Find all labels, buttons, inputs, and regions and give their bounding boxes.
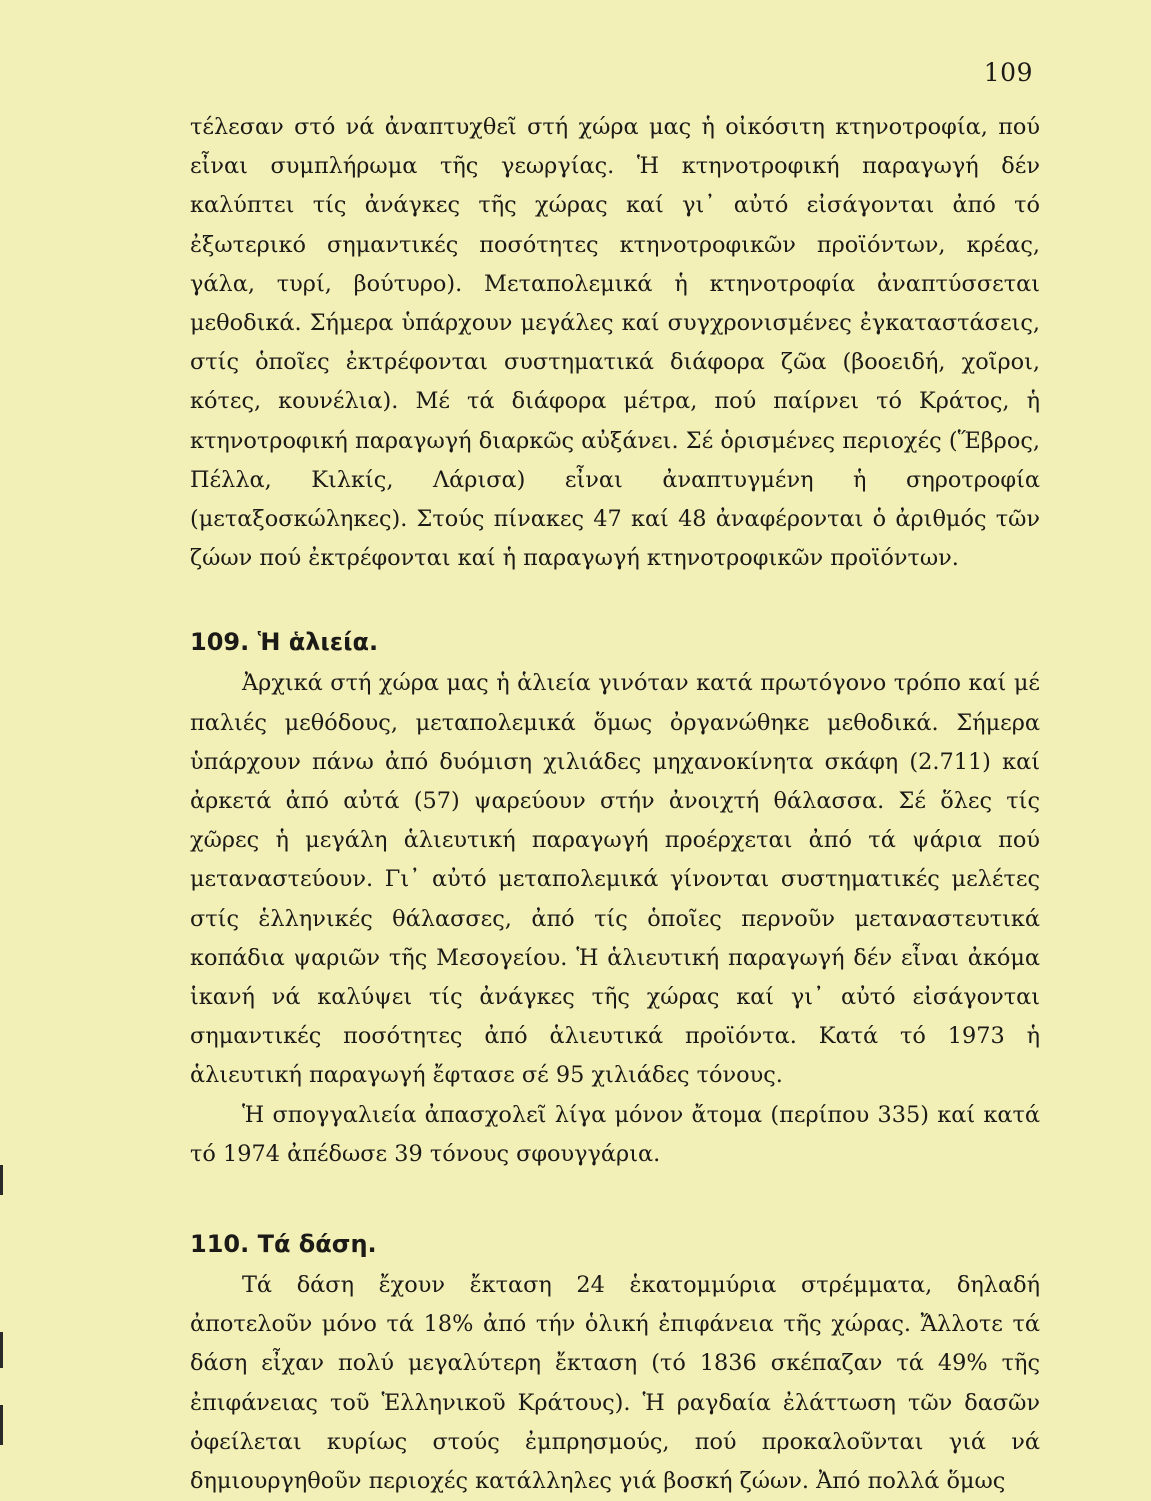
section-heading-110: 110. Τά δάση. — [190, 1230, 377, 1259]
intro-paragraph: τέλεσαν στό νά ἀναπτυχθεῖ στή χώρα μας ἡ οἰκόσιτη κτηνοτροφία, πού εἶναι συμπλήρωμα τῆς γεωργίας. Ἡ κτηνοτροφική παραγωγή δέν καλύπτει τίς ἀνάγκες τῆς χώρας καί γι᾿ αὐτό εἰσάγονται ἀπό τό ἐξωτερικό σημαντικές ποσότητες κτηνοτροφικῶν προϊόντων, κρέας, γάλα, τυρί, βούτυρο). Μεταπολεμικά ἡ κτηνοτροφία ἀναπτύσσεται μεθοδικά. Σήμερα ὑπάρχουν μεγάλες καί συγχρονισμένες ἐγκαταστάσεις, στίς ὁποῖες ἐκτρέφονται συστηματικά διάφορα ζῶα (βοοειδή, χοῖροι, κότες, κουνέλια). Μέ τά διάφορα μέτρα, πού παίρνει τό Κράτος, ἡ κτηνοτροφική παραγωγή διαρκῶς αὐξάνει. Σέ ὁρισμένες περιοχές (Ἕβρος, Πέλλα, Κιλκίς, Λάρισα) εἶναι ἀναπτυγμένη ἡ σηροτροφία (μεταξοσκώληκες). Στούς πίνακες 47 καί 48 ἀναφέρονται ὁ ἀριθμός τῶν ζώων πού ἐκτρέφονται καί ἡ παραγωγή κτηνοτροφικῶν προϊόντων. — [190, 114, 1040, 572]
section-110-paragraph-1: Τά δάση ἔχουν ἔκταση 24 ἑκατομμύρια στρέμματα, δηλαδή ἀποτελοῦν μόνο τά 18% ἀπό τήν ὁλική ἐπιφάνεια τῆς χώρας. Ἄλλοτε τά δάση εἶχαν πολύ μεγαλύτερη ἔκταση (τό 1836 σκέπαζαν τά 49% τῆς ἐπιφάνειας τοῦ Ἑλληνικοῦ Κράτους). Ἡ ραγδαία ἐλάττωση τῶν δασῶν ὀφείλεται κυρίως στούς ἐμπρησμούς, πού προκαλοῦνται γιά νά δημιουργηθοῦν περιοχές κατάλληλες γιά βοσκή ζώων. Ἀπό πολλά ὅμως — [190, 1272, 1040, 1495]
section-109-paragraph-2: Ἡ σπογγαλιεία ἀπασχολεῖ λίγα μόνον ἄτομα (περίπου 335) καί κατά τό 1974 ἀπέδωσε 39 τόνους σφουγγάρια. — [190, 1101, 1040, 1167]
page-number: 109 — [983, 58, 1033, 87]
scan-edge-mark — [0, 1405, 3, 1445]
scan-edge-mark — [0, 1332, 3, 1368]
scan-edge-mark — [0, 1165, 3, 1195]
section-109-paragraph-1: Ἀρχικά στή χώρα μας ἡ ἁλιεία γινόταν κατά πρωτόγονο τρόπο καί μέ παλιές μεθόδους, μεταπολεμικά ὅμως ὀργανώθηκε μεθοδικά. Σήμερα ὑπάρχουν πάνω ἀπό δυόμιση χιλιάδες μηχανοκίνητα σκάφη (2.711) καί ἀρκετά ἀπό αὐτά (57) ψαρεύουν στήν ἀνοιχτή θάλασσα. Σέ ὅλες τίς χῶρες ἡ μεγάλη ἁλιευτική παραγωγή προέρχεται ἀπό τά ψάρια πού μεταναστεύουν. Γι᾿ αὐτό μεταπολεμικά γίνονται συστηματικές μελέτες στίς ἑλληνικές θάλασσες, ἀπό τίς ὁποῖες περνοῦν μεταναστευτικά κοπάδια ψαριῶν τῆς Μεσογείου. Ἡ ἁλιευτική παραγωγή δέν εἶναι ἀκόμα ἱκανή νά καλύψει τίς ἀνάγκες τῆς χώρας καί γι᾿ αὐτό εἰσάγονται σημαντικές ποσότητες ἀπό ἁλιευτικά προϊόντα. Κατά τό 1973 ἡ ἁλιευτική παραγωγή ἔφτασε σέ 95 χιλιάδες τόνους. — [190, 670, 1040, 1089]
page-body — [190, 108, 1040, 1501]
section-heading-109: 109. Ἡ ἁλιεία. — [190, 628, 379, 657]
